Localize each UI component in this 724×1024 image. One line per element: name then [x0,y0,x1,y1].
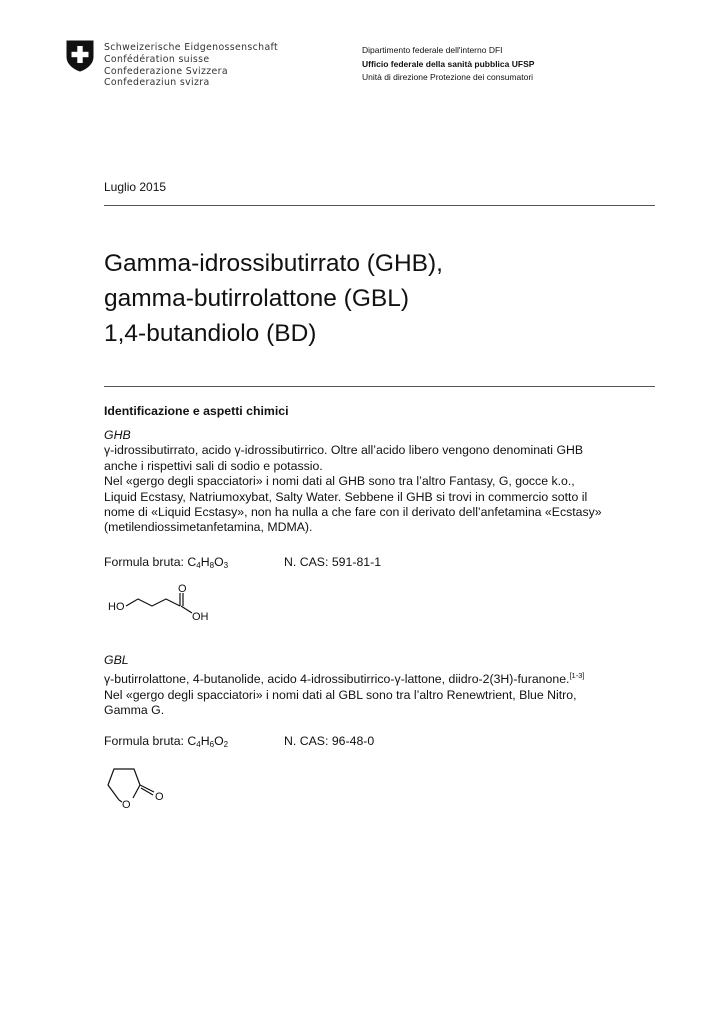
ghb-formula: Formula bruta: $C_4H_8O_3$ [104,555,229,570]
divider-title [104,386,655,387]
document-date: Luglio 2015 [104,180,167,194]
swiss-shield-icon [66,40,94,72]
title-line-2: gamma-butirrolattone (GBL) [104,285,410,312]
section-heading: Identificazione e aspetti chimici [104,404,289,418]
gbl-structure-diagram [100,762,180,814]
ghb-line: Liquid Ecstasy, Natriumoxybat, Salty Water. Sebbene il GHB si trovi in commercio sotto il [104,489,588,504]
confederation-line-de: Schweizerische Eidgenossenschaft [104,42,279,53]
gbl-carbonyl-o-label: O [155,791,164,803]
gbl-ring-o-label: O [122,799,131,811]
gbl-formula: Formula bruta: $C_4H_6O_2$ [104,734,229,749]
gbl-cas-number: N. CAS: 96-48-0 [284,734,375,748]
office-name: Ufficio federale della sanità pubblica UFSP [362,59,535,70]
department-name: Dipartimento federale dell'interno DFI [362,45,503,55]
page-title [104,246,443,351]
gbl-formula-row [104,734,504,749]
ghb-structure [104,582,224,633]
title-line-3: 1,4-butandiolo (BD) [104,320,317,347]
ghb-line: (metilendiossimetanfetamina, MDMA). [104,520,313,535]
ghb-oh-label: OH [192,611,209,623]
gbl-line: Gamma G. [104,703,165,718]
ghb-structure-diagram [104,582,224,628]
ghb-ho-label: HO [108,601,125,613]
ghb-line: Nel «gergo degli spacciatori» i nomi dati al GHB sono tra l’altro Fantasy, G, gocce k.o., [104,474,575,489]
confederation-line-rm: Confederaziun svizra [104,77,210,89]
department-block [362,44,534,83]
gbl-section [104,653,664,719]
confederation-line-fr: Confédération suisse [104,53,210,65]
ghb-line: anche i rispettivi sali di sodio e potassio. [104,458,323,473]
gbl-line: Nel «gergo degli spacciatori» i nomi dati al GBL sono tra l’altro Renewtrient, Blue Nitro, [104,687,577,702]
gbl-reference: [1-3] [569,671,585,681]
title-line-1: Gamma-idrossibutirrato (GHB), [104,250,443,277]
ghb-line: nome di «Liquid Ecstasy», non ha nulla a che fare con il derivato dell’anfetamina «Ecstasy» [104,505,602,520]
gbl-structure [100,762,180,819]
gbl-line: γ-butirrolattone, 4-butanolide, acido 4-idrossibutirrico-γ-lattone, diidro-2(3H)-furanone.[1-3] [104,671,585,687]
confederation-names [104,42,278,89]
confederation-line-it: Confederazione Svizzera [104,65,228,77]
ghb-cas-number: N. CAS: 591-81-1 [284,555,382,569]
ghb-carbonyl-o-label: O [178,583,187,595]
unit-name: Unità di direzione Protezione dei consumatori [362,71,534,82]
ghb-line: γ-idrossibutirrato, acido γ-idrossibutirrico. Oltre all’acido libero vengono denominati GHB [104,443,584,458]
gbl-label: GBL [104,653,129,667]
divider-top [104,205,655,206]
swiss-coat-of-arms-logo [66,40,94,77]
ghb-label: GHB [104,428,131,442]
ghb-formula-row [104,555,504,570]
ghb-section [104,428,664,536]
